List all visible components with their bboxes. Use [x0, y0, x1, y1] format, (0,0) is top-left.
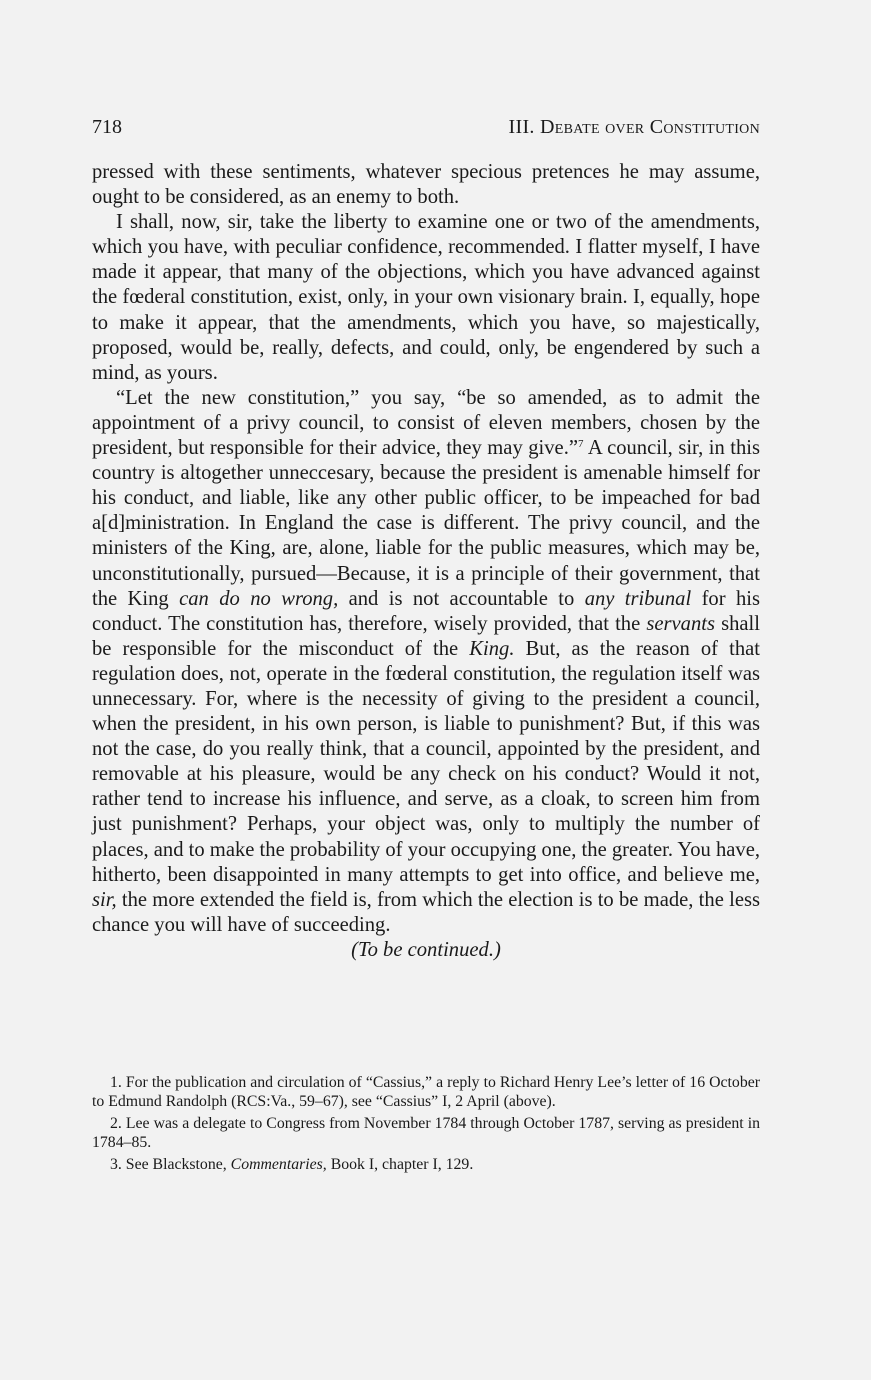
- paragraph-2: I shall, now, sir, take the liberty to examine one or two of the amendments, which you have, with peculiar confidence, recommended. I flatter myself, I have made it appear, that many of the objections, which you have advanced against the fœderal constitution, exist, only, in your own visionary brain. I, equally, hope to make it appear, that the amendments, which you have, so majestically, proposed, would be, really, defects, and could, only, be engendered by such a mind, as yours.: [92, 211, 760, 384]
- footnote-2: 2. Lee was a delegate to Congress from November 1784 through October 1787, serving as president in 1784–85.: [92, 1114, 760, 1152]
- footnote-3: [92, 1155, 760, 1174]
- footnotes: [92, 1073, 760, 1176]
- paragraph-3-emphasis: can do no wrong,: [179, 587, 339, 610]
- footnote-3-text: Book I, chapter I, 129.: [326, 1155, 474, 1173]
- paragraph-3-emphasis: King.: [469, 637, 515, 660]
- paragraph-3-text: A council, sir, in this country is altogether unneccesary, because the president is amenable himself for his conduct, and liable, like any other public officer, to be impeached for bad a[d]ministration. In England the case is different. The privy council, and the ministers of the King, are, alone, liable for the public measures, which may be, unconstitutionally, pursued—Because, it is a principle of their government, that the King: [92, 437, 760, 610]
- footnote-3-title: Commentaries,: [230, 1155, 327, 1173]
- page-header: [92, 116, 760, 142]
- continued-note: (To be continued.): [351, 938, 501, 961]
- paragraph-3-text: “Let the new constitution,” you say, “be so amended, as to admit the appointment of a privy council, to consist of eleven members, chosen by the president, but responsible for their advice, they may give.”: [92, 386, 760, 460]
- paragraph-3-text: the more extended the field is, from which the election is to be made, the less chance you will have of succeeding.: [92, 888, 760, 936]
- paragraph-1: pressed with these sentiments, whatever specious pretences he may assume, ought to be considered, as an enemy to both.: [92, 161, 760, 209]
- paragraph-3-emphasis: sir,: [92, 888, 117, 911]
- footnote-3-text: 3. See Blackstone,: [110, 1155, 231, 1173]
- body-text: [92, 160, 760, 963]
- paragraph-3-emphasis: any tribunal: [584, 587, 692, 610]
- paragraph-3-text: But, as the reason of that regulation does, not, operate in the fœderal constitution, the regulation itself was unnecessary. For, where is the necessity of giving to the president a council, when the president, in his own person, is liable to punishment? But, if this was not the case, do you really think, that a council, appointed by the president, and removable at his pleasure, would be any check on his conduct? Would it not, rather tend to increase his influence, and serve, as a cloak, to screen him from just punishment? Perhaps, your object was, only to multiply the number of places, and to make the probability of your occupying one, the greater. You have, hitherto, been disappointed in many attempts to get into office, and believe me,: [92, 637, 760, 886]
- paragraph-3-text: for his conduct. The constitution has, therefore, wisely provided, that the: [92, 587, 761, 635]
- note-reference: 7: [577, 438, 584, 451]
- paragraph-3: [92, 386, 760, 938]
- paragraph-3-emphasis: servants: [646, 612, 715, 635]
- paragraph-3-text: shall be responsible for the misconduct of the: [92, 612, 760, 660]
- running-head: III. Debate over Constitution: [508, 116, 760, 138]
- page-number: 718: [92, 116, 122, 138]
- footnote-1: 1. For the publication and circulation of “Cassius,” a reply to Richard Henry Lee’s letter of 16 October to Edmund Randolph (RCS:Va., 59–67), see “Cassius” I, 2 April (above).: [92, 1074, 760, 1111]
- paragraph-3-text: and is not accountable to: [338, 587, 585, 610]
